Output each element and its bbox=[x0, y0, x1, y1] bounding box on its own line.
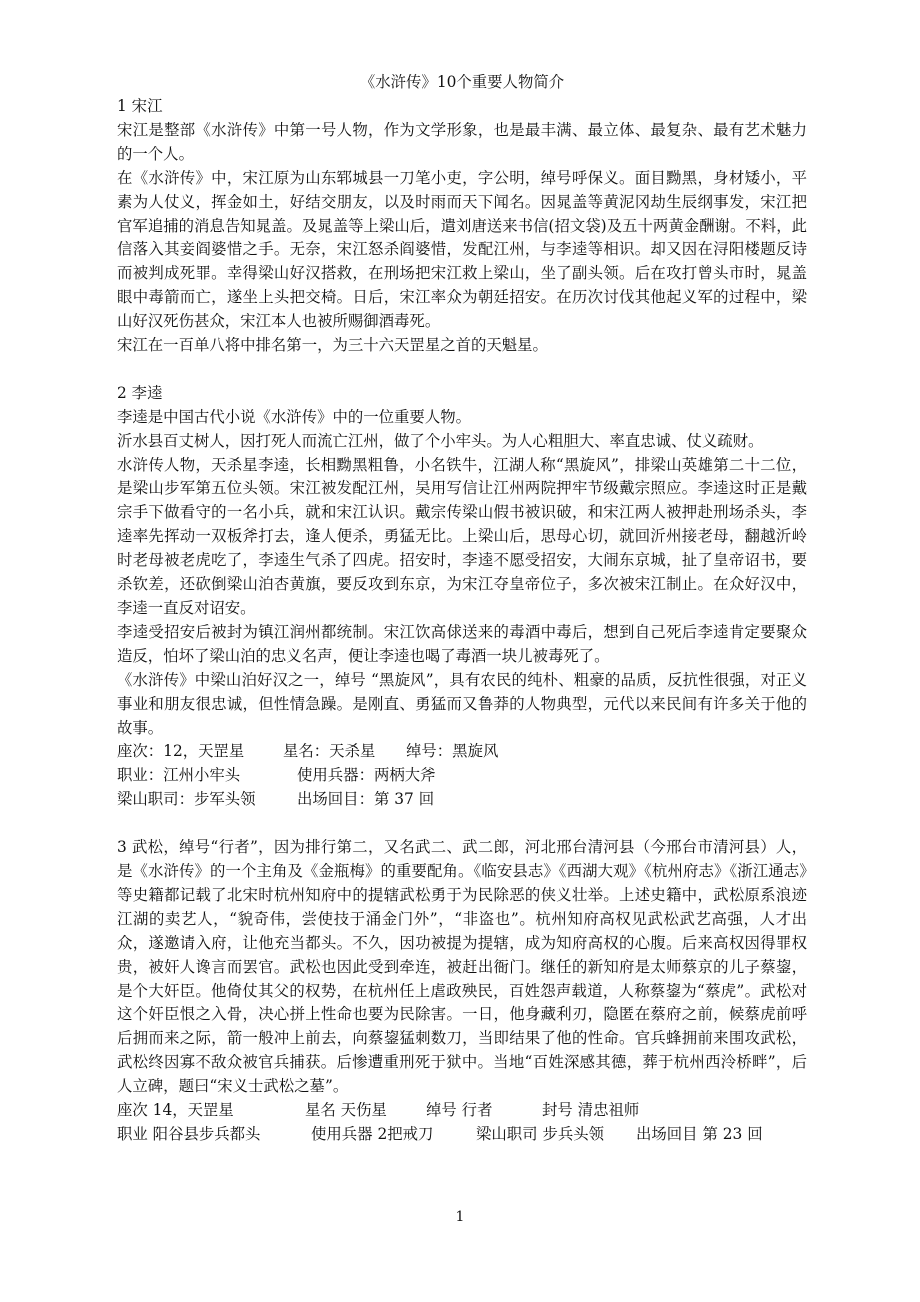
paragraph: 李逵受招安后被封为镇江润州都统制。宋江饮高俅送来的毒酒中毒后，想到自己死后李逵肯定要聚众造反，怕坏了梁山泊的忠义名声，便让李逵也喝了毒酒一块儿被毒死了。 bbox=[117, 622, 807, 665]
info-seat: 座次：12，天罡星 bbox=[117, 742, 245, 761]
info-post: 梁山职司 步兵头领 bbox=[476, 1124, 605, 1143]
info-row bbox=[117, 1099, 807, 1123]
paragraph: 在《水浒传》中，宋江原为山东郓城县一刀笔小吏，字公明，绰号呼保义。面目黝黑，身材矮小，平素为人仗义，挥金如土，好结交朋友，以及时雨而天下闻名。因晁盖等黄泥冈劫生辰纲事发，宋江把官军追捕的消息告知晁盖。及晁盖等上梁山后，遣刘唐送来书信(招文袋)及五十两黄金酬谢。不料，此信落入其妾阎婆惜之手。无奈，宋江怒杀阎婆惜，发配江州，与李逵等相识。却又因在浔阳楼题反诗而被判成死罪。幸得梁山好汉搭救，在刑场把宋江救上梁山，坐了副头领。后在攻打曾头市时，晁盖眼中毒箭而亡，遂坐上头把交椅。日后，宋江率众为朝廷招安。在历次讨伐其他起义军的过程中，梁山好汉死伤甚众，宋江本人也被所赐御酒毒死。 bbox=[117, 168, 807, 331]
paragraph: 李逵是中国古代小说《水浒传》中的一位重要人物。 bbox=[117, 407, 471, 426]
section-li-kui bbox=[117, 382, 807, 812]
page-number: 1 bbox=[455, 1209, 465, 1225]
paragraph: 《水浒传》中梁山泊好汉之一，绰号 “黑旋风”，具有农民的纯朴、粗豪的品质，反抗性很强，对正义事业和朋友很忠诚，但性情急躁。是刚直、勇猛而又鲁莽的人物典型，元代以来民间有许多关于他的故事。 bbox=[117, 670, 807, 737]
info-job: 职业 阳谷县步兵都头 bbox=[117, 1124, 261, 1143]
info-row bbox=[117, 740, 807, 764]
info-nickname: 绰号：黑旋风 bbox=[406, 742, 499, 761]
info-chapter: 出场回目：第 37 回 bbox=[297, 790, 435, 809]
info-weapon: 使用兵器：两柄大斧 bbox=[297, 766, 436, 785]
info-nickname: 绰号 行者 bbox=[426, 1101, 493, 1120]
section-song-jiang bbox=[117, 95, 807, 358]
page-content bbox=[117, 71, 807, 1147]
info-weapon: 使用兵器 2把戒刀 bbox=[311, 1124, 434, 1143]
info-row bbox=[117, 1123, 807, 1147]
paragraph: 宋江是整部《水浒传》中第一号人物，作为文学形象，也是最丰满、最立体、最复杂、最有艺术魅力的一个人。 bbox=[117, 120, 807, 163]
spacer bbox=[117, 358, 807, 382]
info-row bbox=[117, 764, 807, 788]
info-star: 星名：天杀星 bbox=[283, 742, 376, 761]
info-chapter: 出场回目 第 23 回 bbox=[636, 1124, 763, 1143]
info-post: 梁山职司：步军头领 bbox=[117, 790, 256, 809]
section-wu-song bbox=[117, 836, 807, 1147]
info-seat: 座次 14，天罡星 bbox=[117, 1101, 234, 1120]
paragraph: 3 武松，绰号“行者”，因为排行第二，又名武二、武二郎，河北邢台清河县（今邢台市清河县）人，是《水浒传》的一个主角及《金瓶梅》的重要配角。《临安县志》《西湖大观》《杭州府志》《浙江通志》等史籍都记载了北宋时杭州知府中的提辖武松勇于为民除恶的侠义壮举。上述史籍中，武松原系浪迹江湖的卖艺人，“貌奇伟，尝使技于涌金门外”，“非盗也”。杭州知府高权见武松武艺高强，人才出众，遂邀请入府，让他充当都头。不久，因功被提为提辖，成为知府高权的心腹。后来高权因得罪权贵，被奸人谗言而罢官。武松也因此受到牵连，被赶出衙门。继任的新知府是太师蔡京的儿子蔡鋆，是个大奸臣。他倚仗其父的权势，在杭州任上虐政殃民，百姓怨声载道，人称蔡鋆为“蔡虎”。武松对这个奸臣恨之入骨，决心拼上性命也要为民除害。一日，他身藏利刃，隐匿在蔡府之前，候蔡虎前呼后拥而来之际，箭一般冲上前去，向蔡鋆猛刺数刀，当即结果了他的性命。官兵蜂拥前来围攻武松，武松终因寡不敌众被官兵捕获。后惨遭重刑死于狱中。当地“百姓深感其德，葬于杭州西泠桥畔”，后人立碑，题曰“宋义士武松之墓”。 bbox=[117, 838, 807, 1096]
section-heading: 2 李逵 bbox=[117, 383, 163, 402]
info-star: 星名 天伤星 bbox=[305, 1101, 387, 1120]
paragraph: 宋江在一百单八将中排名第一，为三十六天罡星之首的天魁星。 bbox=[117, 336, 548, 355]
paragraph: 水浒传人物，天杀星李逵，长相黝黑粗鲁，小名铁牛，江湖人称“黑旋风”，排梁山英雄第二十二位，是梁山步军第五位头领。宋江被发配江州，吴用写信让江州两院押牢节级戴宗照应。李逵这时正是戴宗手下做看守的一名小兵，就和宋江认识。戴宗传梁山假书被识破，和宋江两人被押赴刑场杀头，李逵率先挥动一双板斧打去，逢人便杀，勇猛无比。上梁山后，思母心切，就回沂州接老母，翻越沂岭时老母被老虎吃了，李逵生气杀了四虎。招安时，李逵不愿受招安，大闹东京城，扯了皇帝诏书，要杀钦差，还砍倒梁山泊杏黄旗，要反攻到东京，为宋江夺皇帝位子，多次被宋江制止。在众好汉中，李逵一直反对诏安。 bbox=[117, 455, 807, 618]
page-title: 《水浒传》10个重要人物简介 bbox=[359, 73, 565, 91]
spacer bbox=[117, 812, 807, 836]
section-heading: 1 宋江 bbox=[117, 97, 163, 115]
info-job: 职业：江州小牢头 bbox=[117, 766, 241, 785]
paragraph: 沂水县百丈树人，因打死人而流亡江州，做了个小牢头。为人心粗胆大、率直忠诚、仗义疏财。 bbox=[117, 431, 764, 450]
info-row bbox=[117, 788, 807, 812]
info-title: 封号 清忠祖师 bbox=[542, 1101, 640, 1120]
